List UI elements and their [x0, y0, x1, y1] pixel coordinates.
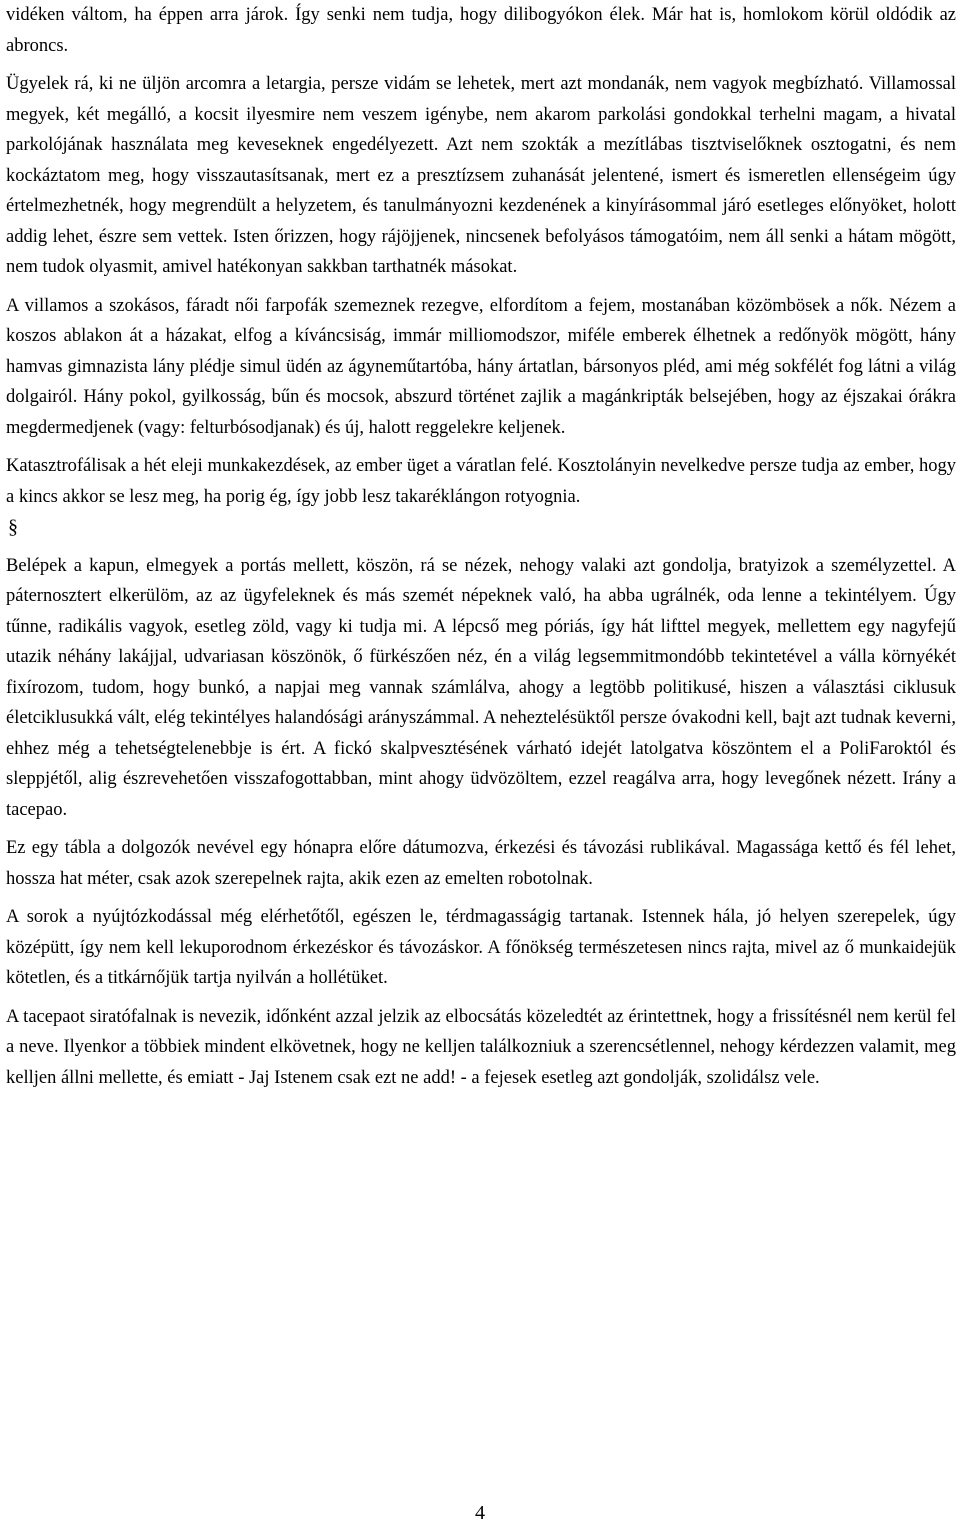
- paragraph-5: Belépek a kapun, elmegyek a portás mellett, köszön, rá se nézek, nehogy valaki azt gondolja, bratyizok a személyzettel. A páternosztert elkerülöm, az az ügyfeleknek és más szemét népeknek való, ha abba ugrálnék, oda lenne a tekintélyem. Úgy tűnne, radikális vagyok, esetleg zöld, vagy ki tudja mi. A lépcső meg póriás, így hát lifttel megyek, mellettem egy nagyfejű utazik néhány lakájjal, udvariasan köszönök, ő fürkészően néz, én a világ legsemmitmondóbb tekintetével a válla környékét fixírozom, tudom, hogy bunkó, a napjai meg vannak számlálva, ahogy a legtöbb politikusé, hiszen a választási ciklusuk életciklusukká vált, elég tekintélyes halandósági arányszámmal. A neheztelésüktől persze óvakodni kell, bajt azt tudnak keverni, ehhez még a tehetségtelenebbje is ért. A fickó skalpvesztésének várható idejét latolgatva köszöntem el a PoliFaroktól és sleppjétől, alig észrevehetően visszafogottabban, mint ahogy üdvözöltem, ezzel reagálva arra, hogy levegőnek nézett. Irány a tacepao.: [6, 555, 956, 820]
- paragraph-4: Katasztrofálisak a hét eleji munkakezdések, az ember üget a váratlan felé. Kosztolányin nevelkedve persze tudja az ember, hogy a kincs akkor se lesz meg, ha porig ég, így jobb lesz takaréklángon rotyognia.: [6, 456, 956, 507]
- document-page: [6, 0, 956, 1093]
- paragraph-2: Ügyelek rá, ki ne üljön arcomra a letargia, persze vidám se lehetek, mert azt mondanák, nem vagyok megbízható. Villamossal megyek, két megálló, a kocsit ilyesmire nem veszem igénybe, nem akarom parkolási gondokkal terhelni magam, a hivatal parkolójának használata meg keveseknek engedélyezett. Azt nem szokták a mezítlábas tisztviselőknek osztogatni, és nem kockáztatom meg, hogy visszautasítsanak, mert ez a presztízsem zuhanását jelentené, ismert és ismeretlen ellenségeim úgy értelmezhetnék, hogy megrendült a helyzetem, és tanulmányozni kezdenének a kinyírásommal járó esetleges előnyöket, holott addig lehet, észre sem vettek. Isten őrizzen, hogy rájöjjenek, nincsenek befolyásos támogatóim, nem áll senki a hátam mögött, nem tudok olyasmit, amivel hatékonyan sakkban tarthatnék másokat.: [6, 74, 956, 277]
- paragraph-8: A tacepaot siratófalnak is nevezik, időnként azzal jelzik az elbocsátás közeledtét az érintettnek, hogy a frissítésnél nem kerül fel a neve. Ilyenkor a többiek mindent elkövetnek, hogy ne kelljen találkozniuk a szerencsétlennel, nehogy kérdezzen valamit, meg kelljen állni mellette, és emiatt - Jaj Istenem csak ezt ne add! - a fejesek esetleg azt gondolják, szolidálsz vele.: [6, 1006, 956, 1088]
- section-mark: §: [8, 516, 18, 538]
- paragraph-6: Ez egy tábla a dolgozók nevével egy hónapra előre dátumozva, érkezési és távozási rublikával. Magassága kettő és fél lehet, hossza hat méter, csak azok szerepelnek rajta, akik ezen az emelten robotolnak.: [6, 838, 956, 889]
- page-number: 4: [475, 1502, 485, 1524]
- paragraph-7: A sorok a nyújtózkodással még elérhetőtől, egészen le, térdmagasságig tartanak. Istennek hála, jó helyen szerepelek, úgy középütt, így nem kell lekuporodnom érkezéskor és távozáskor. A főnökség természetesen nincs rajta, mivel az ő munkaidejük kötetlen, és a titkárnőjük tartja nyilván a hollétüket.: [6, 907, 956, 988]
- paragraph-1: vidéken váltom, ha éppen arra járok. Így senki nem tudja, hogy dilibogyókon élek. Már hat is, homlokom körül oldódik az abroncs.: [6, 5, 956, 56]
- paragraph-3: A villamos a szokásos, fáradt női farpofák szemeznek rezegve, elfordítom a fejem, mostanában közömbösek a nők. Nézem a koszos ablakon át a házakat, elfog a kíváncsiság, immár milliomodszor, miféle emberek élhetnek a redőnyök mögött, hány hamvas gimnazista lány plédje simul üdén az ágyneműtartóba, hány ártatlan, bársonyos pléd, ami még sokfélét fog látni a világ dolgairól. Hány pokol, gyilkosság, bűn és mocsok, abszurd történet zajlik a magánkripták belsejében, hogy az éjszakai órákra megdermedjenek (vagy: felturbósodjanak) és új, halott reggelekre keljenek.: [6, 295, 956, 438]
